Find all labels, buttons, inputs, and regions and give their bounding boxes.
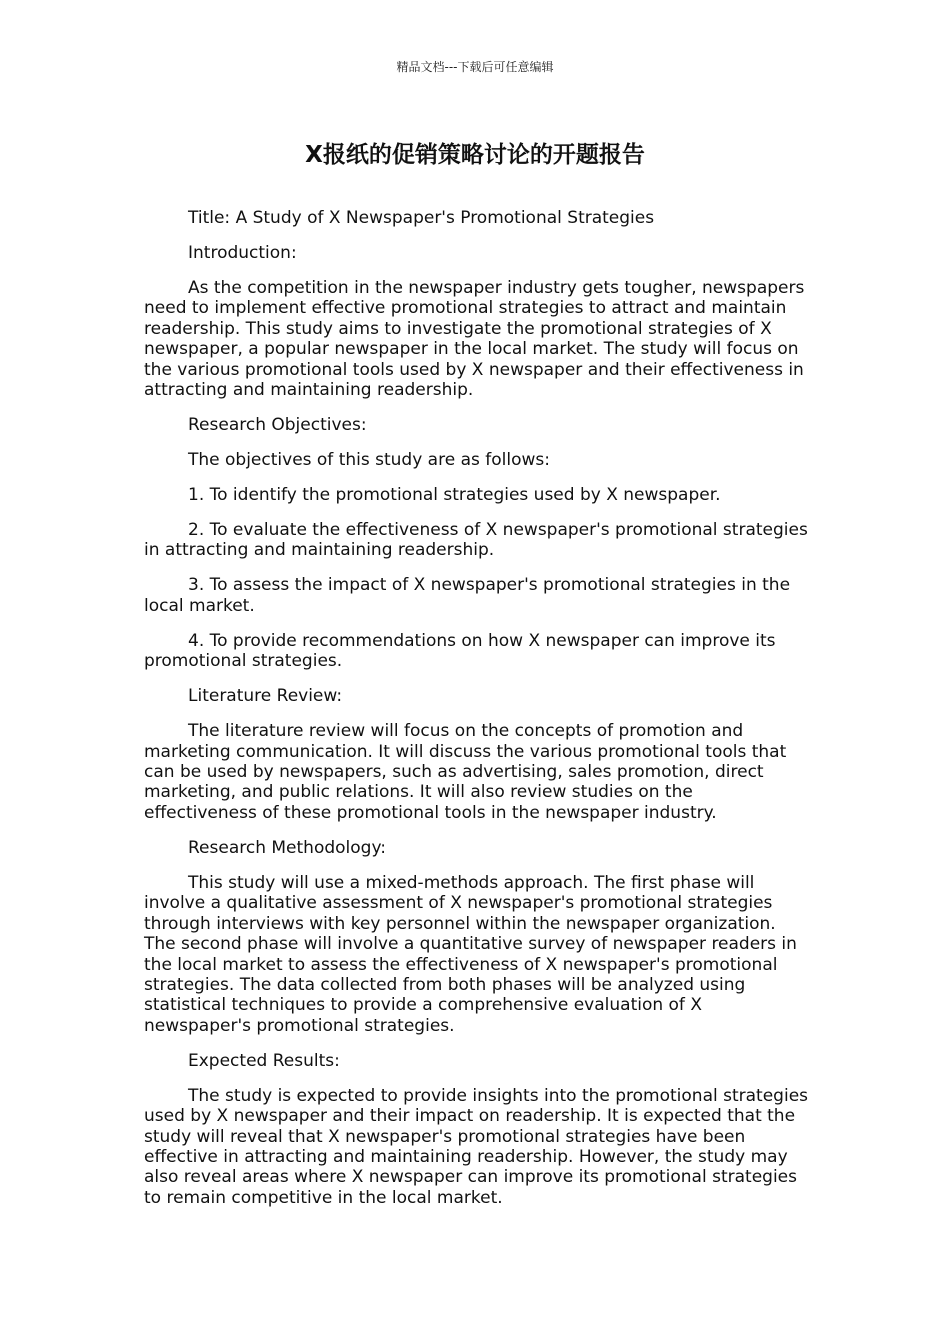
section-heading-literature-review: Literature Review: [188,686,343,707]
objective-item-1: 1. To identify the promotional strategies used by X newspaper. [188,485,721,506]
paper-title-line: Title: A Study of X Newspaper's Promotional Strategies [188,208,655,228]
paragraph-objectives-intro: The objectives of this study are as follows: [188,450,550,471]
section-heading-introduction: Introduction: [188,243,297,263]
paragraph-literature-review: The literature review will focus on the concepts of promotion and marketing communication. It will discuss the various promotional tools that can be used by newspapers, such as advertising, sales promotion, direct marketing, and public relations. It will also review studies on the effectiveness of these promotional tools in the newspaper industry. [144,721,787,823]
objective-item-4: 4. To provide recommendations on how X newspaper can improve its promotional strategies. [144,630,776,672]
document-body [144,208,808,1223]
objective-item-3: 3. To assess the impact of X newspaper's promotional strategies in the local market. [144,575,791,616]
paragraph-expected-results: The study is expected to provide insights into the promotional strategies used by X newspaper and their impact on readership. It is expected that the study will reveal that X newspaper's promotional strategies have been effective in attracting and maintaining readership. However, the study may also reveal areas where X newspaper can improve its promotional strategies to remain competitive in the local market. [144,1085,809,1208]
section-heading-expected-results: Expected Results: [188,1050,340,1071]
page-header-note: 精品文档---下载后可任意编辑 [396,60,554,74]
paragraph-introduction: As the competition in the newspaper industry gets tougher, newspapers need to implement effective promotional strategies to attract and maintain readership. This study aims to investigate the promotional strategies of X newspaper, a popular newspaper in the local market. The study will focus on the various promotional tools used by X newspaper and their effectiveness in attracting and maintaining readership. [144,278,805,401]
document-title: X报纸的促销策略讨论的开题报告 [305,142,645,168]
objective-item-2: 2. To evaluate the effectiveness of X newspaper's promotional strategies in attracting and maintaining readership. [144,520,808,561]
section-heading-research-objectives: Research Objectives: [188,415,367,436]
paragraph-research-methodology: This study will use a mixed-methods approach. The first phase will involve a qualitative assessment of X newspaper's promotional strategies through interviews with key personnel within the newspaper organization. The second phase will involve a quantitative survey of newspaper readers in the local market to assess the effectiveness of X newspaper's promotional strategies. The data collected from both phases will be analyzed using statistical techniques to provide a comprehensive evaluation of X newspaper's promotional strategies. [144,872,797,1036]
section-heading-research-methodology: Research Methodology: [188,837,387,858]
